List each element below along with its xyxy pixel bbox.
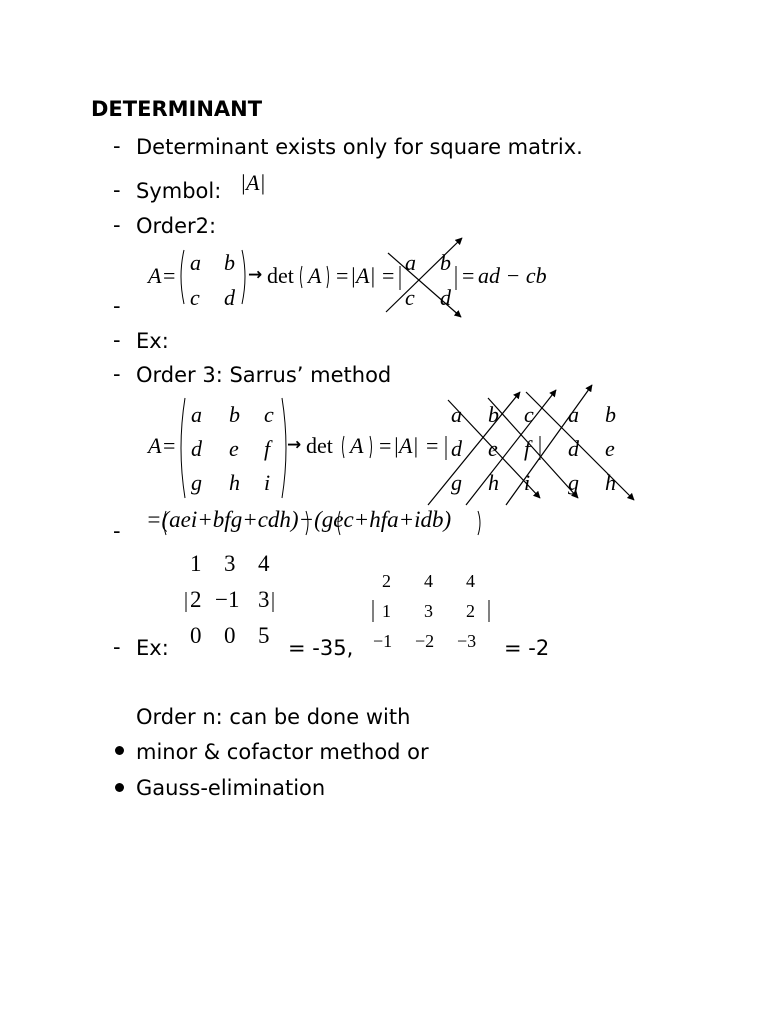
ex1-m13: 4 [258,551,270,576]
order3-m21: d [191,436,202,461]
order2-det: det [267,263,294,288]
ex1-m32: 0 [224,623,236,648]
dash-3: - [113,213,121,237]
sarrus-down-2 [488,398,578,498]
ex2-m33: −3 [457,631,477,651]
order3-abs-a: |A| [393,433,419,458]
formula-paren-2 [306,511,308,535]
dash-7: - [113,519,121,543]
dash-8: - [113,635,121,659]
ex2-result: = -2 [504,636,550,660]
order2-m22: d [224,285,235,310]
sarrus-r2c5: e [605,436,615,461]
sarrus-up-2 [466,390,556,505]
sarrus-r3c2: h [488,470,499,495]
ex2-m32: −2 [415,631,435,651]
order3-formula: =(aei+bfg+cdh)−(gec+hfa+idb) [146,507,452,532]
sarrus-r2c2: e [488,436,498,461]
sarrus-r3c1: g [451,470,462,495]
order3-eq: = [163,433,176,458]
ex2-m31: −1 [373,631,393,651]
order2-r11: a [405,250,416,275]
ex1-m31: 0 [190,623,202,648]
order2-det-paren-left [301,266,303,288]
order2-arrow-up [386,238,462,312]
order3-m31: g [191,470,202,495]
order-n-item-1: minor & cofactor method or [136,740,429,764]
sarrus-r3c5: h [605,470,616,495]
order3-m23: f [264,436,271,461]
sarrus-r3c3: i [524,470,531,495]
formula-paren-3 [338,511,340,535]
order-n-item-2: Gauss-elimination [136,776,326,800]
dash-1: - [113,134,121,158]
sarrus-r2c4: d [568,436,579,461]
sarrus-r2c3: f [524,436,531,461]
order2-arrow-down [388,253,461,317]
dash-6: - [113,362,121,386]
order3-paren-left [181,398,185,498]
ex2-m22: 3 [424,601,433,621]
bullet-text-2: Symbol: [136,179,222,203]
order3-m13: c [264,402,274,427]
sarrus-r1c3: c [524,402,534,427]
sarrus-r3c4: g [568,470,579,495]
ex2-m13: 4 [466,571,475,591]
sarrus-r1c1: a [451,402,462,427]
order2-arrow: → [248,265,263,285]
order2-eq3: = [382,263,395,288]
page-title: DETERMINANT [91,97,263,121]
order2-m11: a [190,250,201,275]
order2-m21: c [190,285,200,310]
dash-4: - [113,294,121,318]
order3-m32: h [229,470,240,495]
sarrus-r1c2: b [488,402,499,427]
order2-lhs: A [148,263,162,288]
order3-lhs: A [148,433,162,458]
order3-m33: i [264,470,271,495]
order3-m12: b [229,402,240,427]
ex1-m23: 3 [258,587,270,612]
bullet-text-1: Determinant exists only for square matrix. [136,135,583,159]
ex1-m21: 2 [190,587,202,612]
sarrus-down-1 [448,400,540,498]
ex2-m21: 1 [382,601,391,621]
ex1-m22: −1 [215,587,240,612]
formula-paren-4 [478,511,480,535]
ex1-m11: 1 [190,551,202,576]
ex2-m23: 2 [466,601,475,621]
order3-m11: a [191,402,202,427]
order2-det-arg: A [308,263,322,288]
order2-abs-a: |A| [350,263,376,288]
order2-paren-right [242,250,245,304]
order-n-intro: Order n: can be done with [136,705,411,729]
ex2-m12: 4 [424,571,433,591]
order2-eq4: = [462,263,475,288]
bullet-text-3: Order2: [136,214,217,238]
bullet-text-8: Ex: [136,636,169,660]
ex1-result: = -35, [288,636,354,660]
sarrus-r1c5: b [605,402,616,427]
order2-eq: = [163,263,176,288]
bullet-text-6: Order 3: Sarrus’ method [136,363,392,387]
ex1-m12: 3 [224,551,236,576]
sarrus-r2c1: d [451,436,462,461]
order3-eq3: = [426,433,439,458]
order2-det-paren-right [327,266,329,288]
bullet-text-5: Ex: [136,329,169,353]
formula-paren-1 [164,511,166,535]
ex1-m33: 5 [258,623,270,648]
symbol-formula: |A| [240,170,266,195]
order3-det-paren-left [343,436,345,458]
order3-arrow: → [287,435,302,455]
order2-eq2: = [336,263,349,288]
order3-m22: e [229,436,239,461]
order2-r22: d [440,285,451,310]
sarrus-r1c4: a [568,402,579,427]
order3-det-paren-right [370,436,372,458]
order2-paren-left [181,250,184,304]
order2-r21: c [405,285,415,310]
sarrus-up-1 [428,392,520,505]
order3-eq2: = [379,433,392,458]
dash-2: - [113,178,121,202]
order3-det-arg: A [350,433,364,458]
order2-r12: b [440,250,451,275]
order2-result: ad − cb [478,263,547,288]
sarrus-down-3 [526,392,634,500]
order3-paren-right [282,398,286,498]
ex2-m11: 2 [382,571,391,591]
order2-m12: b [224,250,235,275]
dash-5: - [113,328,121,352]
order3-det: det [306,433,333,458]
